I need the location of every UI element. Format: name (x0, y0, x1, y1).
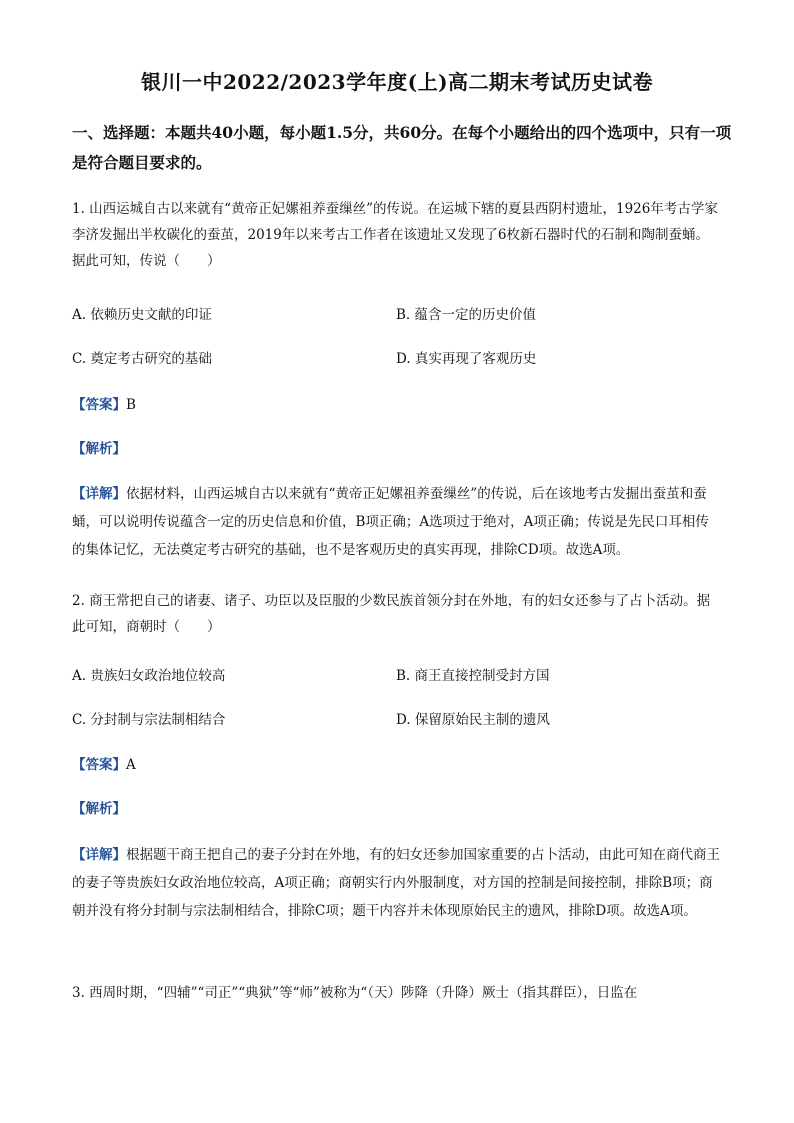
answer-label: 【答案】 (72, 397, 126, 413)
section-heading: 一、选择题：本题共40小题，每小题1.5分，共60分。在每个小题给出的四个选项中，只有一项是符合题目要求的。 (72, 123, 732, 172)
q2-answer (72, 754, 136, 776)
q1-option-d: D. 真实再现了客观历史 (396, 351, 537, 367)
detail-label: 【详解】 (72, 847, 126, 863)
q2-detail (72, 841, 722, 925)
answer-value: A (126, 757, 136, 773)
q2-option-b: B. 商王直接控制受封方国 (396, 668, 550, 684)
q2-option-a: A. 贵族妇女政治地位较高 (72, 668, 226, 684)
q1-answer (72, 394, 136, 416)
q1-detail (72, 480, 722, 564)
question-2-stem: 2. 商王常把自己的诸妻、诸子、功臣以及臣服的少数民族首领分封在外地，有的妇女还参与了占卜活动。据此可知，商朝时（ ） (72, 593, 711, 635)
q1-option-b: B. 蕴含一定的历史价值 (396, 307, 537, 323)
q2-option-c: C. 分封制与宗法制相结合 (72, 712, 226, 728)
detail-text: 依据材料，山西运城自古以来就有“黄帝正妃嫘祖养蚕缫丝”的传说，后在该地考古发掘出蚕茧和蚕蛹，可以说明传说蕴含一定的历史信息和价值，B项正确；A选项过于绝对，A项正确；传说是先民口耳相传的集体记忆，无法奠定考古研究的基础，也不是客观历史的真实再现，排除CD项。故选A项。 (72, 486, 709, 558)
detail-label: 【详解】 (72, 486, 126, 502)
page-title: 银川一中2022/2023学年度(上)高二期末考试历史试卷 (140, 70, 654, 94)
q1-option-c: C. 奠定考古研究的基础 (72, 351, 212, 367)
q2-analysis (72, 798, 126, 820)
detail-text: 根据题干商王把自己的妻子分封在外地，有的妇女还参加国家重要的占卜活动，由此可知在商代商王的妻子等贵族妇女政治地位较高，A项正确；商朝实行内外服制度，对方国的控制是间接控制，排除B项；商朝并没有将分封制与宗法制相结合，排除C项；题干内容并未体现原始民主的遗风，排除D项。故选A项。 (72, 847, 720, 919)
analysis-label: 【解析】 (72, 441, 126, 457)
q2-option-d: D. 保留原始民主制的遗风 (396, 712, 550, 728)
q1-option-a: A. 依赖历史文献的印证 (72, 307, 212, 323)
answer-value: B (126, 397, 136, 413)
question-1-stem: 1. 山西运城自古以来就有“黄帝正妃嫘祖养蚕缫丝”的传说。在运城下辖的夏县西阴村遗址，1926年考古学家李济发掘出半枚碳化的蚕茧，2019年以来考古工作者在该遗址又发现了6枚新石器时代的石制和陶制蚕蛹。据此可知，传说（ ） (72, 201, 718, 269)
answer-label: 【答案】 (72, 757, 126, 773)
question-3-stem: 3. 西周时期，“四辅”“司正”“典狱”等“师”被称为“（天）陟降（升降）厥士（指其群臣），日监在 (72, 985, 638, 1001)
q1-analysis (72, 438, 126, 460)
analysis-label: 【解析】 (72, 801, 126, 817)
